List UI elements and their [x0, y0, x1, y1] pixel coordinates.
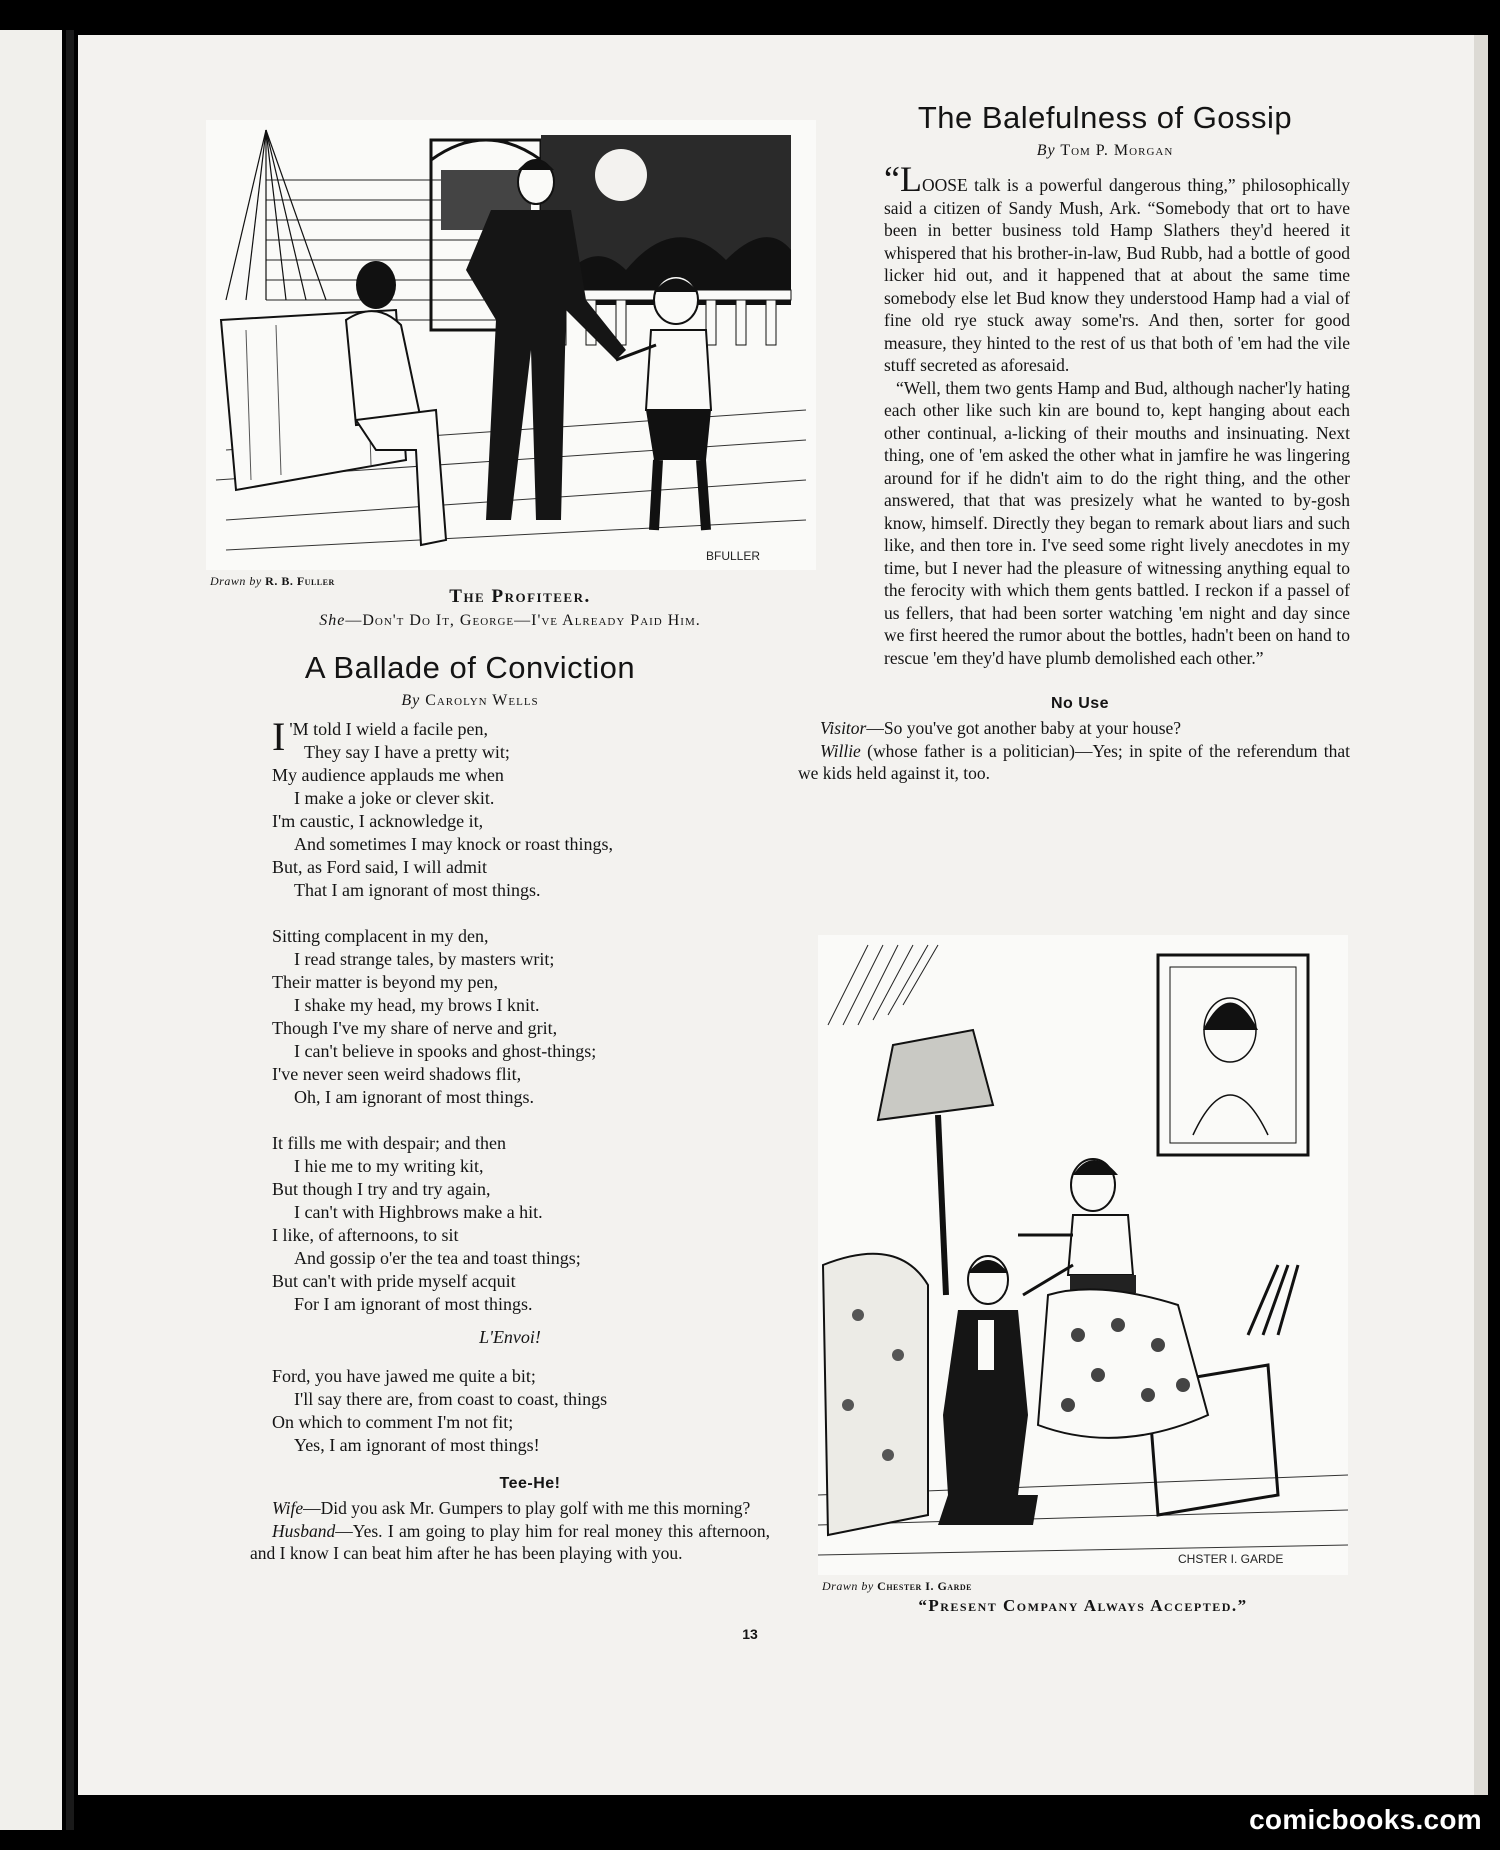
credit-prefix: Drawn by	[822, 1579, 874, 1593]
poem-line: It fills me with despair; and then	[272, 1133, 506, 1153]
envoi-stanza	[272, 1365, 770, 1457]
poem-line: On which to comment I'm not fit;	[272, 1412, 514, 1432]
gossip-title: The Balefulness of Gossip	[917, 100, 1293, 135]
ballade-byline	[150, 692, 770, 710]
speaker: Husband	[272, 1520, 336, 1541]
joke-title: Tee-He!	[499, 1475, 561, 1492]
caption-title: The Profiteer.	[449, 586, 591, 607]
poem-line: That I am ignorant of most things.	[294, 880, 541, 900]
poem-line: I make a joke or clever skit.	[294, 788, 495, 808]
poem-line: Yes, I am ignorant of most things!	[294, 1435, 540, 1455]
poem-line: They say I have a pretty wit;	[304, 742, 510, 762]
envoi-heading: L'Envoi!	[479, 1327, 541, 1347]
joke-text: —So you've got another baby at your house?	[866, 718, 1182, 738]
poem-line: I'll say there are, from coast to coast, things	[294, 1389, 608, 1409]
nouse-title: No Use	[1050, 695, 1110, 712]
credit-artist: Chester I. Garde	[877, 1579, 972, 1593]
illustration-credit	[210, 574, 335, 589]
previous-page-edge	[0, 30, 62, 1830]
joke-body	[250, 1497, 770, 1565]
nouse-body	[798, 717, 1350, 785]
credit-prefix: Drawn by	[210, 574, 262, 588]
stanza-2	[272, 925, 770, 1109]
poem-line: Sitting complacent in my den,	[272, 926, 489, 946]
joke-line	[798, 717, 1350, 740]
caption-speaker: She	[319, 612, 346, 629]
speaker: Visitor	[820, 718, 867, 738]
poem-line: My audience applauds me when	[272, 765, 504, 785]
right-column	[790, 100, 1350, 785]
left-column	[150, 120, 770, 1565]
credit-artist: R. B. Fuller	[265, 574, 335, 588]
joke-text: —Did you ask Mr. Gumpers to play golf with me this morning?	[303, 1498, 751, 1518]
poem-line: I read strange tales, by masters writ;	[294, 949, 555, 969]
drop-cap: I	[272, 714, 286, 759]
gossip-text-wide	[798, 377, 1350, 670]
poem-line: I can't with Highbrows make a hit.	[294, 1202, 543, 1222]
teehe-joke	[250, 1475, 770, 1565]
stanza-1	[272, 714, 770, 902]
byline-by: By	[401, 692, 421, 709]
bottom-caption: “Present Company Always Accepted.”	[918, 1596, 1248, 1615]
speaker: Wife	[272, 1498, 304, 1518]
poem-line: I like, of afternoons, to sit	[272, 1225, 459, 1245]
poem-line: And gossip o'er the tea and toast things;	[294, 1248, 581, 1268]
ballade-title: A Ballade of Conviction	[304, 650, 636, 685]
joke-line	[798, 740, 1350, 785]
joke-text: —Yes. I am going to play him for real money this afternoon, and I know I can beat him after he has been playing with you.	[250, 1520, 770, 1563]
poem-line: Their matter is beyond my pen,	[272, 972, 498, 992]
ballade-author: Carolyn Wells	[425, 692, 539, 709]
byline-by: By	[1036, 142, 1056, 159]
poem-line: But though I try and try again,	[272, 1179, 491, 1199]
gossip-author: Tom P. Morgan	[1060, 142, 1174, 159]
poem-line: Oh, I am ignorant of most things.	[294, 1087, 534, 1107]
paragraph-text: OOSE talk is a powerful dangerous thing,” philosophically said a citizen of Sandy Mush, Ark. “Somebody that ort to have been in better business told Hamp Slathers they'd heered it whispered that his brother-in-law, Bud Rubb, had a bottle of good licker hid out, and it happened that at about the same time somebody else let Bud know they understood Hamp had a vial of fine old rye stuck away some'rs. And then, sorter for good measure, they hinted to the rest of us that both of 'em had the vile stuff secreted as aforesaid.	[884, 175, 1350, 375]
joke-line	[250, 1520, 770, 1565]
poem-line: For I am ignorant of most things.	[294, 1294, 533, 1314]
poem-line: And sometimes I may knock or roast things,	[294, 834, 613, 854]
bottom-illustration-credit	[822, 1579, 972, 1594]
poem-line: I can't believe in spooks and ghost-things;	[294, 1041, 597, 1061]
poem-line: But can't with pride myself acquit	[272, 1271, 516, 1291]
caption-dialogue	[250, 612, 770, 630]
drawing-room-drawing	[818, 935, 1348, 1575]
credit-row	[150, 574, 770, 592]
poem-line: But, as Ford said, I will admit	[272, 857, 487, 877]
porch-scene-drawing	[206, 120, 816, 570]
gossip-text-narrow	[884, 159, 1350, 377]
fuller-signature: BFULLER	[706, 549, 761, 563]
ballade-poem	[272, 714, 770, 1457]
stanza-3	[272, 1132, 770, 1316]
gossip-byline	[790, 142, 1350, 160]
gossip-paragraph-2: “Well, them two gents Hamp and Bud, although nacher'ly hating each other like such kin are bound to, kept hanging about each other continual, a-licking of their mouths and insinuating. Next thing, one of 'em asked the other what in jamfire he was lingering around for if he didn't aim to do the right thing, and the other answered, that that was presizely what he wanted to by-gosh know, himself. Directly they began to remark about liars and such like, and then tore in. I've seed some right lively anecdotes in my time, but I never had the pleasure of witnessing anything equal to the ferocity with which them gents battled. I reckon if a passel of us fellers, that had been sorter watching 'em night and day since we first heered the rumor about the bottles, hadn't been on hand to rescue 'em they'd have plumb demolished each other.”	[884, 377, 1350, 668]
poem-line: I'm caustic, I acknowledge it,	[272, 811, 484, 831]
poem-line: Ford, you have jawed me quite a bit;	[272, 1366, 536, 1386]
garde-signature: CHSTER I. GARDE	[1178, 1552, 1284, 1566]
poem-line-text: 'M told I wield a facile pen,	[289, 719, 489, 739]
joke-line	[250, 1497, 770, 1520]
poem-line: I hie me to my writing kit,	[294, 1156, 484, 1176]
poem-line: Though I've my share of nerve and grit,	[272, 1018, 558, 1038]
joke-text: (whose father is a politician)—Yes; in spite of the referendum that we kids held against it, too.	[798, 740, 1350, 783]
speaker: Willie	[820, 740, 861, 761]
site-watermark: comicbooks.com	[1249, 1804, 1482, 1835]
page-edge	[1474, 35, 1488, 1795]
page-number: 13	[742, 1626, 758, 1642]
profiteer-illustration	[206, 120, 816, 570]
drop-cap: “L	[884, 159, 922, 199]
book-spine	[66, 30, 74, 1830]
caption-text: —Don't Do It, George—I've Already Paid Him.	[345, 612, 701, 629]
poem-line: I shake my head, my brows I knit.	[294, 995, 540, 1015]
present-company-illustration	[818, 935, 1348, 1575]
gossip-paragraph-1	[884, 159, 1350, 377]
poem-line: I've never seen weird shadows flit,	[272, 1064, 522, 1084]
